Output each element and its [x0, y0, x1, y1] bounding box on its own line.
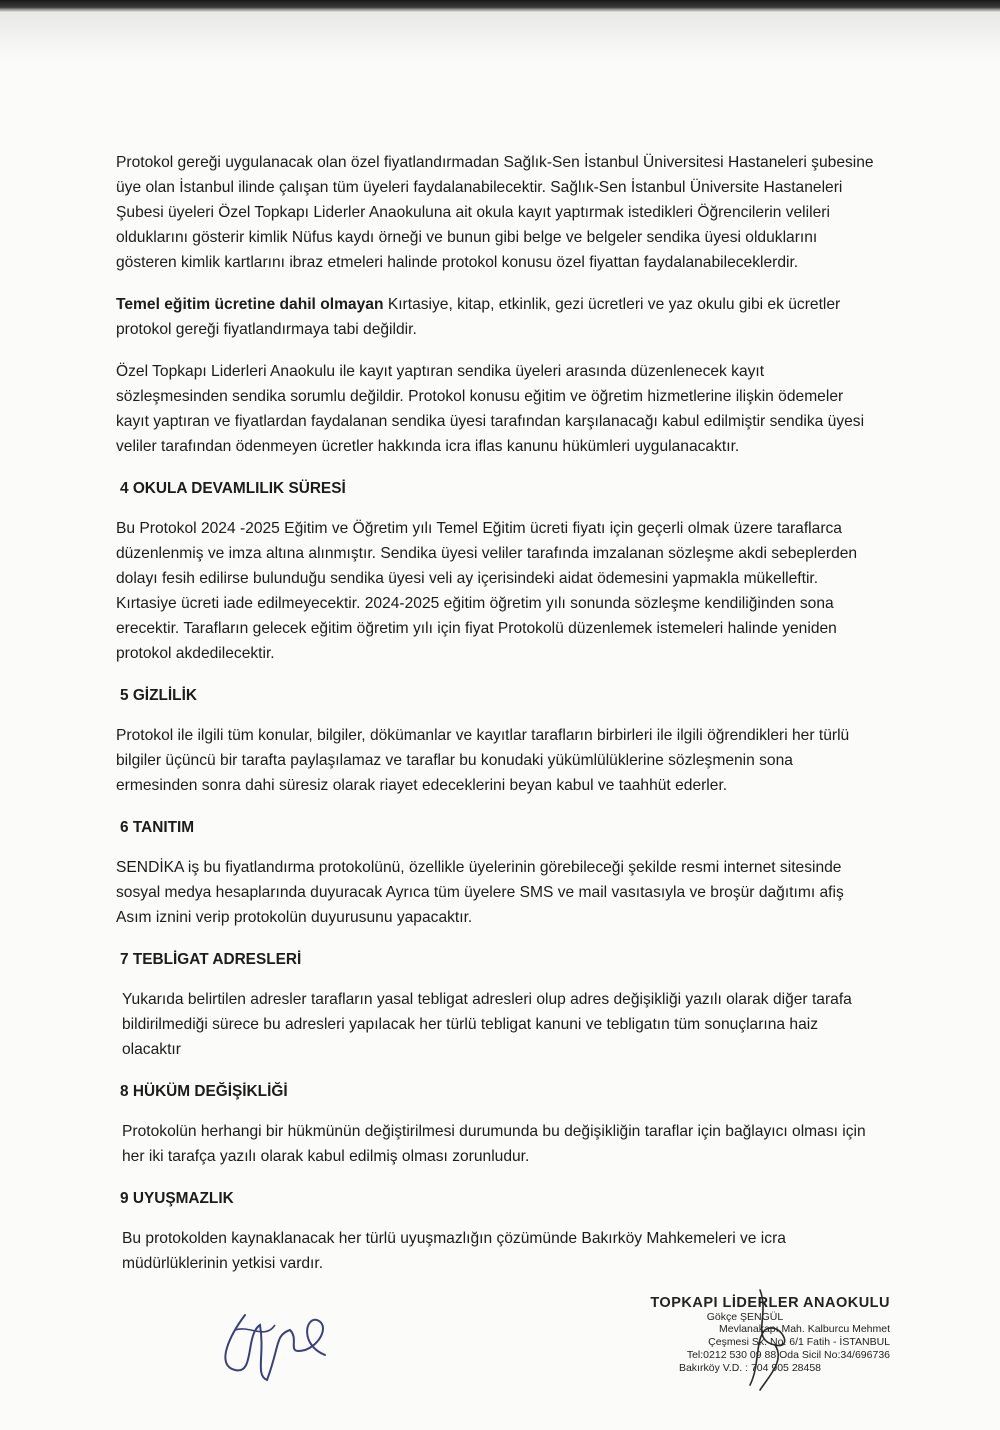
stamp-address-1: Mevlanakapı Mah. Kalburcu Mehmet [719, 1323, 890, 1335]
stamp-scrawl-icon [700, 1285, 840, 1395]
heading-section-5: 5 GİZLİLİK [120, 687, 197, 704]
paragraph-section-8: Protokolün herhangi bir hükmünün değiştirilmesi durumunda bu değişikliğin taraflar için bağlayıcı olması için her iki tarafça yazılı olarak kabul edilmiş olması zorunludur. [122, 1123, 866, 1165]
stamp-school-name: TOPKAPI LİDERLER ANAOKULU [650, 1295, 890, 1311]
paragraph-section-5: Protokol ile ilgili tüm konular, bilgiler, dökümanlar ve kayıtlar tarafların birbirleri ile ilgili öğrendikleri her türlü bilgiler üçüncü bir tarafta paylaşılamaz ve taraflar bu konudaki yükümlülüklerine sözleşmenin sona ermesinden sonra dahi süresiz olarak riayet edeceklerini beyan kabul ve taahhüt ederler. [116, 727, 850, 794]
paragraph-section-4: Bu Protokol 2024 -2025 Eğitim ve Öğretim yılı Temel Eğitim ücreti fiyatı için geçerli olmak üzere taraflarca düzenlenmiş ve imza altına alınmıştır. Sendika üyesi veliler tarafında imzalanan sözleşme akdi sebeplerden dolayı fesih edilirse bulunduğu sendika üyesi veli ay içerisindeki aidat ödemesini yapmakla mükelleftir. Kırtasiye ücreti iade edilmeyecektir. 2024-2025 eğitim öğretim yılı sonunda sözleşme kendiliğinden sona erecektir. Tarafların gelecek eğitim öğretim yılı için fiyat Protokolü düzenlemek istemeleri halinde yeniden protokol akdedilecektir. [116, 520, 858, 662]
heading-section-9: 9 UYUŞMAZLIK [120, 1190, 234, 1207]
stamp-person: Gökçe ŞENGÜL [706, 1311, 784, 1323]
stamp-phone: Tel:0212 530 09 88 Oda Sicil No:34/696736 [686, 1349, 890, 1361]
paragraph-pricing-eligibility: Protokol gereği uygulanacak olan özel fiyatlandırmadan Sağlık-Sen İstanbul Üniversitesi Hastaneleri şubesine üye olan İstanbul ilinde çalışan tüm üyeleri faydalanabilecektir. Sağlık-Sen İstanbul Üniversite Hastaneleri Şubesi üyeleri Özel Topkapı Liderler Anaokuluna ait okula kayıt yaptırmak istedikleri Öğrencilerin velileri olduklarını gösterir kimlik Nüfus kaydı örneği ve bunun gibi belge ve belgeler sendika üyesi olduklarını gösteren kimlik kartlarını ibraz etmeleri halinde protokol konusu özel fiyattan faydalanabileceklerdir. [116, 154, 874, 271]
heading-section-8: 8 HÜKÜM DEĞİŞİKLİĞİ [120, 1083, 288, 1100]
extra-fees-bold-lead: Temel eğitim ücretine dahil olmayan [116, 296, 384, 313]
heading-section-4: 4 OKULA DEVAMLILIK SÜRESİ [120, 480, 346, 497]
paragraph-section-9: Bu protokolden kaynaklanacak her türlü uyuşmazlığın çözümünde Bakırköy Mahkemeleri ve icra müdürlüklerinin yetkisi vardır. [122, 1230, 786, 1272]
paragraph-section-7: Yukarıda belirtilen adresler tarafların yasal tebligat adresleri olup adres değişikliği yazılı olarak diğer tarafa bildirilmediği sürece bu adresleri yapılacak her türlü tebligat kanuni ve tebligatın tüm sonuçlarına haiz olacaktır [122, 991, 852, 1058]
document-body [116, 150, 878, 1293]
paragraph-registration-contract: Özel Topkapı Liderleri Anaokulu ile kayıt yaptıran sendika üyeleri arasında düzenlenecek kayıt sözleşmesinden sendika sorumlu değildir. Protokol konusu eğitim ve öğretim hizmetlerine ilişkin ödemeler kayıt yaptıran ve fiyatlardan faydalanan sendika üyesi tarafından karşılanacağı kabul edilmiştir sendika üyesi veliler tarafından ödenmeyen ücretler hakkında icra iflas kanunu hükümleri uygulanacaktır. [116, 363, 865, 455]
heading-section-7: 7 TEBLİGAT ADRESLERİ [120, 951, 302, 968]
signature-scrawl-icon [205, 1295, 355, 1395]
paragraph-section-6: SENDİKA iş bu fiyatlandırma protokolünü, özellikle üyelerinin görebileceği şekilde resmi internet sitesinde sosyal medya hesaplarında duyuracak Ayrıca tüm üyelere SMS ve mail vasıtasıyla ve broşür dağıtımı afiş Asım iznini verip protokolün duyurusunu yapacaktır. [116, 859, 844, 926]
extra-fees-rest: Kırtasiye, kitap, etkinlik, gezi ücretleri ve yaz okulu gibi ek ücretler protokol gereği fiyatlandırmaya tabi değildir. [116, 296, 841, 338]
stamp-tax: Bakırköy V.D. : 704 905 28458 [678, 1362, 822, 1374]
paragraph-extra-fees [116, 292, 878, 342]
heading-section-6: 6 TANITIM [120, 819, 195, 836]
stamp-address-2: Çeşmesi Sk. No: 6/1 Fatih - İSTANBUL [708, 1336, 890, 1348]
